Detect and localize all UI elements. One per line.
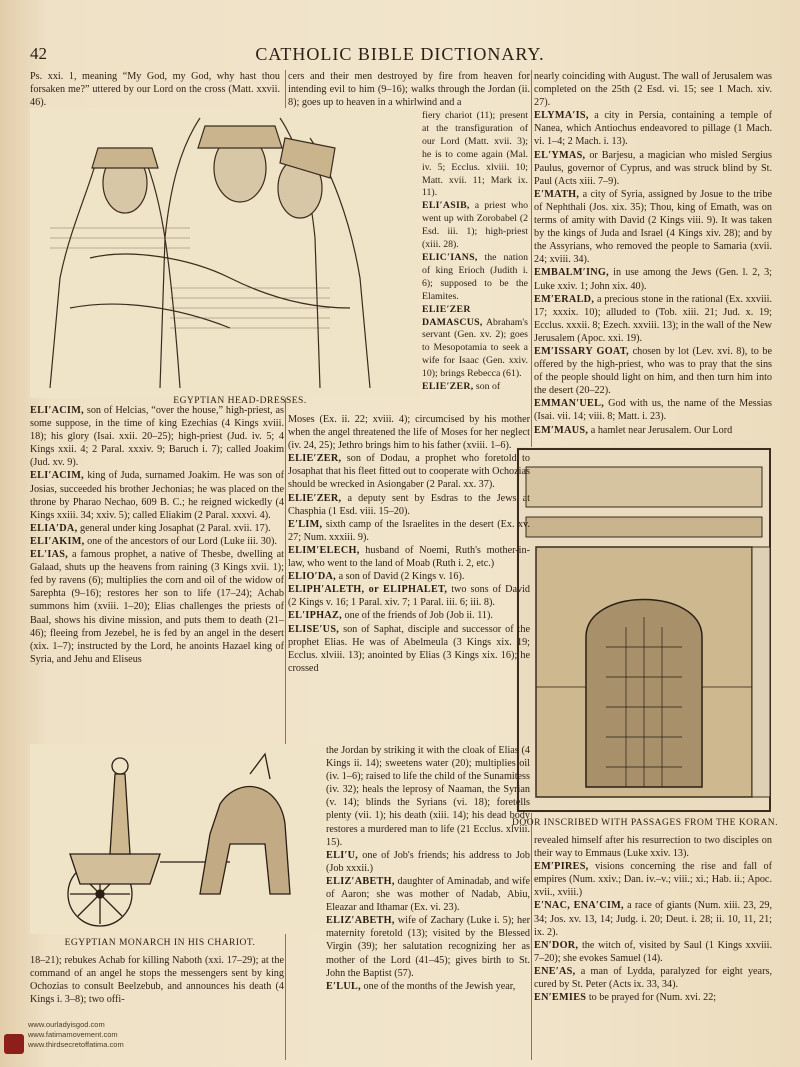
entry-head: EM′ERALD, bbox=[534, 293, 595, 305]
entry-body: a hamlet near Jerusalem. Our Lord bbox=[588, 424, 733, 436]
entry-body: one of Job's friends; his address to Job (Job xxxii.) bbox=[326, 849, 530, 874]
entry-head: ELIM′ELECH, bbox=[288, 544, 360, 556]
entry-head: ELI′AKIM, bbox=[30, 535, 85, 547]
entry-body: one of the months of the Jewish year, bbox=[360, 980, 516, 992]
entry-head: E′LUL, bbox=[326, 980, 361, 992]
entry bbox=[534, 293, 772, 345]
engraving-chariot bbox=[30, 744, 324, 934]
entry bbox=[534, 860, 772, 899]
engraving-head-dresses bbox=[30, 108, 420, 398]
column-2-indented bbox=[326, 744, 530, 993]
entry bbox=[422, 252, 528, 304]
entry-body: chosen by lot (Lev. xvi. 8), to be offered by the high-priest, who was to pray that the sins of the people should light on him, and then turn him into the desert (20–22). bbox=[534, 345, 772, 397]
entry bbox=[534, 109, 772, 148]
entry-head: ELIO′DA, bbox=[288, 571, 337, 583]
entry-body: son of Dodau, a prophet who foretold to Josaphat that his fleet fitted out to cooperate with Ochozias should be wrecked in Asiongaber (2 Paral. xx. 37). bbox=[288, 453, 530, 491]
entry bbox=[30, 522, 284, 535]
column-1-top bbox=[30, 70, 280, 109]
entry-head: EM′PIRES, bbox=[534, 861, 589, 873]
entry-body: daughter of Aminadab, and wife of Aaron; she was mother of Nadab, Abiu, Eleazar and Ithamar (Ex. vi. 23). bbox=[326, 875, 530, 914]
entry-head: EM′MAUS, bbox=[534, 424, 589, 436]
entry bbox=[326, 980, 530, 993]
entry-body: sixth camp of the Israelites in the desert (Ex. xv. 27; Num. xxxiii. 9). bbox=[288, 518, 530, 543]
entry bbox=[534, 965, 772, 991]
page-title: CATHOLIC BIBLE DICTIONARY. bbox=[255, 44, 545, 64]
entry-head: ELI′ACIM, bbox=[30, 405, 84, 416]
entry bbox=[534, 899, 772, 938]
figure-monarch-chariot bbox=[30, 744, 324, 934]
paragraph: the Jordan by striking it with the cloak of Elias (4 Kings ii. 14); sweetens water (20); multiplies oil (iv. 1–6); raised to life the child of the Sunamitess (iv. 32); heals the leprosy of Naaman, the Syrian (v. 14); blinds the Syrians (vi. 18); foretells plenty (vii. 1); his death (xiii. 14); his dead body restores a murdered man to life (21 Ecclus. xlviii. 15). bbox=[326, 745, 530, 848]
entry-head: ELISE′US, bbox=[288, 623, 340, 635]
entry bbox=[534, 188, 772, 267]
entry-head: E′LIM, bbox=[288, 518, 323, 530]
entry bbox=[288, 623, 530, 675]
entry-body: the nation of king Erioch (Judith i. 6); supposed to be the Elamites. bbox=[422, 251, 528, 302]
entry-body: general under king Josaphat (2 Paral. xvii. 17). bbox=[77, 522, 271, 534]
entry-head: ELIE′ZER, bbox=[422, 381, 474, 393]
entry bbox=[326, 849, 530, 875]
entry bbox=[30, 469, 284, 521]
entry-body: a famous prophet, a native of Thesbe, dwelling at Galaad, shuts up the heavens from raining (3 Kings xvii. 1); fed by ravens (6); multiplies the corn and oil of the widow of Sarephta (9–16); restores her son to life (17–24); Achab summons him (xviii. 1–20); Elias challenges the priests of Baal, shows his divine mission, and puts them to death (21–46); fleeing from Jezebel, he is fed by an angel in the desert (xix. 1–7); instructed by the Lord, he anoints Hazael king of Syria, and Jehu and Eliseus bbox=[30, 549, 284, 665]
entry-body: God with us, the name of the Messias (Isai. vii. 14; viii. 8; Matt. i. 23). bbox=[534, 398, 772, 423]
page-number: 42 bbox=[30, 44, 47, 63]
entry-body: husband of Noemi, Ruth's mother-in-law, who went to the land of Moab (Ruth i. 2, etc.) bbox=[288, 544, 530, 570]
entry bbox=[534, 149, 772, 188]
entry-body: to be prayed for (Num. xvi. 22; bbox=[586, 992, 717, 1004]
entry-head: EL′YMAS, bbox=[534, 149, 586, 161]
footer-url[interactable]: www.thirdsecretoffatima.com bbox=[28, 1040, 124, 1049]
column-2-top bbox=[288, 70, 530, 109]
column-2-mid bbox=[288, 413, 530, 675]
entry bbox=[534, 266, 772, 292]
entry-head: EMBALM′ING, bbox=[534, 267, 609, 279]
column-3-top bbox=[534, 70, 772, 437]
entry bbox=[288, 609, 530, 622]
column-2-narrow bbox=[422, 110, 528, 394]
entry-body: a deputy sent by Esdras to the Jews at Chasphia (1 Esd. viii. 15–20). bbox=[288, 492, 530, 517]
entry-body: a priest who went up with Zorobabel (2 Esd. iii. 1); high-priest (xiii. 28). bbox=[422, 200, 528, 251]
entry-body: king of Juda, surnamed Joakim. He was son of Josias, succeeded his brother Jechonias; he was placed on the throne by Pharao Nechao, 609 B. C.; he reigned wickedly (4 Kings xxiii. 34; xxiv. 5); called Eliakim (2 Paral. xxxvi. 4). bbox=[30, 470, 284, 521]
caption-chariot: EGYPTIAN MONARCH IN HIS CHARIOT. bbox=[64, 938, 256, 948]
entry-head: ENE′AS, bbox=[534, 965, 576, 977]
entry bbox=[534, 991, 772, 1004]
entry-body: or Barjesu, a magician who misled Sergius Paulus, governor of Cyprus, and was struck blind by St. Paul (Acts xiii. 7–9). bbox=[534, 149, 772, 187]
entry bbox=[30, 548, 284, 666]
entry-body: a city of Syria, assigned by Josue to the tribe of Nephthali (Jos. xix. 35); Thou, king of Emath, was on terms of amity with David (2 Kings viii. 9). It was taken by the kings of Juda and Israel (4 Kings xiv. 28); and by the Assyrians, who removed the people to Samaria (xvii. 24; xviii. 34). bbox=[534, 188, 772, 266]
entry-body: one of the friends of Job (Job ii. 11). bbox=[341, 610, 493, 622]
column-3-bottom bbox=[534, 834, 772, 1004]
paragraph: cers and their men destroyed by fire from heaven for intending evil to him (9–16); walks through the Jordan (ii. 8); goes up to heaven in a whirlwind and a bbox=[288, 71, 530, 109]
entry bbox=[288, 544, 530, 570]
entry-head: EM′ISSARY GOAT, bbox=[534, 345, 630, 357]
entry-head: ELI′U, bbox=[326, 849, 359, 861]
entry bbox=[326, 875, 530, 914]
figure-koran-door bbox=[516, 447, 772, 813]
entry-head: ELIZ′ABETH, bbox=[326, 875, 395, 887]
caption-head-dresses: EGYPTIAN HEAD-DRESSES. bbox=[173, 396, 307, 406]
entry bbox=[30, 535, 284, 548]
entry-body: a man of Lydda, paralyzed for eight years, cured by St. Peter (Acts ix. 33, 34). bbox=[534, 965, 772, 991]
entry bbox=[288, 452, 530, 491]
paragraph: Ps. xxi. 1, meaning “My God, my God, why hast thou forsaken me?” uttered by our Lord on the cross (Matt. xxvii. 46). bbox=[30, 71, 280, 109]
entry-body: two sons of David (2 Kings v. 16; 1 Paral. xiv. 7; 1 Paral. iii. 6; iii. 8). bbox=[288, 584, 530, 609]
entry-head: EL′IPHAZ, bbox=[288, 610, 342, 622]
caption-koran-door: DOOR INSCRIBED WITH PASSAGES FROM THE KORAN. bbox=[512, 818, 778, 828]
entry-body: son of bbox=[473, 381, 501, 393]
entry-head: ELIE′ZER, bbox=[288, 492, 342, 504]
entry-body: a precious stone in the rational (Ex. xxviii. 17; xxxix. 10); alluded to (Tob. xiii. 21; Jud. x. 19; Ecclus. xxxii. 8; Ezech. xxviii. 13); in the wall of the New Jerusalem (Apoc. xxi. 19). bbox=[534, 293, 772, 344]
entry-body: son of Saphat, disciple and successor of the prophet Elias. He was of Abelmeula (3 Kings xix. 19; Ecclus. xlviii. 13); anointed by Elias (3 Kings xix. 16); he crossed bbox=[288, 623, 530, 674]
entry bbox=[422, 200, 528, 252]
entry-body: in use among the Jews (Gen. l. 2, 3; Luke xxiv. 1; John xix. 40). bbox=[534, 267, 772, 292]
footer-url[interactable]: www.fatimamovement.com bbox=[28, 1030, 118, 1039]
entry bbox=[30, 404, 284, 469]
entry bbox=[326, 914, 530, 979]
entry-head: ELIZ′ABETH, bbox=[326, 915, 395, 927]
entry-body: wife of Zachary (Luke i. 5); her maternity foretold (13); visited by the Blessed Virgin (39); her salutation recognizing her as mother of the Lord (41–45); gives birth to St. John the Baptist (57). bbox=[326, 915, 530, 979]
entry bbox=[288, 492, 530, 518]
seal-icon bbox=[4, 1034, 24, 1054]
entry-head: ELYMA′IS, bbox=[534, 110, 589, 122]
entry bbox=[422, 381, 528, 394]
paragraph: Moses (Ex. ii. 22; xviii. 4); circumcised by his mother when the angel threatened the life of Moses for her neglect (iv. 24, 25); Jethro brings him to his father (xviii. 1–6). bbox=[288, 414, 530, 452]
paragraph: nearly coinciding with August. The wall of Jerusalem was completed on the 25th (2 Esd. vi. 15; see 1 Mach. xiv. 27). bbox=[534, 71, 772, 109]
watermark-urls bbox=[28, 1020, 124, 1050]
column-1-bottom bbox=[30, 954, 284, 1006]
entry-head: ELIA′DA, bbox=[30, 522, 78, 534]
entry-body: one of the ancestors of our Lord (Luke iii. 30). bbox=[84, 535, 277, 547]
entry-head: ELIE′ZER DAMASCUS, bbox=[422, 303, 483, 328]
entry bbox=[422, 304, 528, 381]
entry-body: visions concerning the rise and fall of empires (Num. xxiv.; Dan. iv.–v.; viii.; xi.; Hab. ii.; Apoc. xvii., xviii.) bbox=[534, 861, 772, 899]
engraving-door bbox=[516, 447, 772, 813]
entry-head: ELI′ASIB, bbox=[422, 200, 470, 212]
entry bbox=[534, 424, 772, 437]
entry-head: EMMAN′UEL, bbox=[534, 398, 605, 410]
footer-url[interactable]: www.ourladyisgod.com bbox=[28, 1020, 105, 1029]
paragraph: revealed himself after his resurrection to two disciples on their way to Emmaus (Luke xxiv. 13). bbox=[534, 835, 772, 860]
entry-head: EL′IAS, bbox=[30, 549, 69, 561]
column-1-body bbox=[30, 404, 284, 666]
entry bbox=[534, 345, 772, 397]
entry bbox=[288, 518, 530, 544]
entry-head: EN′EMIES bbox=[534, 992, 587, 1004]
entry-body: a son of David (2 Kings v. 16). bbox=[336, 571, 465, 583]
entry-body: Abraham's servant (Gen. xv. 2); goes to Mesopotamia to seek a wife for Isaac (Gen. xxiv. 10); brings Rebecca (61). bbox=[422, 316, 528, 380]
entry-head: EN′DOR, bbox=[534, 939, 579, 951]
entry-head: ELIC′IANS, bbox=[422, 251, 478, 263]
entry-head: ELIPH′ALETH, or ELIPHALET, bbox=[288, 584, 448, 596]
entry bbox=[534, 397, 772, 423]
entry-body: a city in Persia, containing a temple of Nanea, which Antiochus endeavored to pillage (1 Mach. vi. 1–4; 2 Mach. i. 13). bbox=[534, 110, 772, 148]
entry-head: ELIE′ZER, bbox=[288, 453, 342, 465]
entry-head: ELI′ACIM, bbox=[30, 470, 84, 482]
figure-egyptian-head-dresses bbox=[30, 108, 420, 398]
paragraph: fiery chariot (11); present at the transfiguration of our Lord (Matt. xvii. 3); he is to come again (Mal. iv. 5; Ecclus. xlviii. 10; Matt. xvii. 11; Mark ix. 11). bbox=[422, 110, 528, 199]
paragraph: 18–21); rebukes Achab for killing Naboth (xxi. 17–29); at the command of an angel he stops the messengers sent by king Ochozias to consult Beelzebub, and announces his death (4 Kings i. 3–8); two offi- bbox=[30, 955, 284, 1006]
entry bbox=[288, 583, 530, 609]
entry-body: the witch of, visited by Saul (1 Kings xxviii. 7–20); she evokes Samuel (14). bbox=[534, 939, 772, 964]
entry-head: E′NAC, ENA′CIM, bbox=[534, 900, 624, 912]
entry-head: E′MATH, bbox=[534, 188, 580, 200]
entry-body: a race of giants (Num. xiii. 23, 29, 34; Jos. xv. 13, 14; Judg. i. 20; Deut. i. 28; ii. 10, 11, 21; ix. 2). bbox=[534, 900, 772, 938]
entry bbox=[288, 570, 530, 583]
entry bbox=[534, 939, 772, 965]
entry-body: son of Helcias, “over the house,” high-priest, as some suppose, in the time of king Ezechias (4 Kings xviii. 18); his glory (Isai. xxii. 20–25); high-priest (Jud. iv. 5; 4 Kings xxii. 4; 2 Paral. xxxiv. 9; Baruch i. 7); called Joakim (Jud. xv. 9). bbox=[30, 405, 284, 469]
